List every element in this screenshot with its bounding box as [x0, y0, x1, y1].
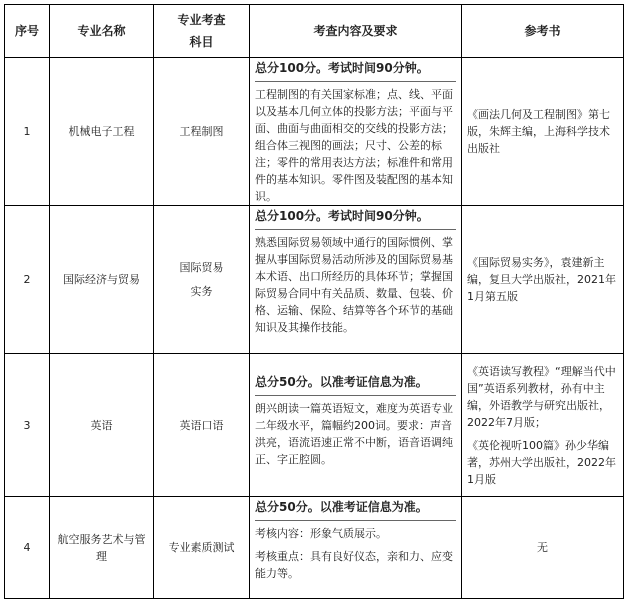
header-no: 序号	[5, 5, 50, 58]
subject-line2: 实务	[190, 284, 213, 298]
header-row	[5, 5, 624, 58]
table-row	[5, 497, 624, 599]
content-text: 朗兴朗读一篇英语短文，难度为英语专业二年级水平，篇幅约200词。要求：声音洪亮，语流语速正常不中断，语音语调纯正、字正腔圆。	[255, 402, 453, 466]
content-head: 总分100分。考试时间90分钟。	[255, 209, 429, 223]
content-text: 工程制图的有关国家标准；点、线、平面以及基本几何立体的投影方法；平面与平面、曲面与曲面相交的交线的投影方法；组合体三视图的画法；尺寸、公差的标注；零件的常用表达方法；标准件和常用件的基本知识。零件图及装配图的基本知识。	[255, 88, 453, 203]
content-divider	[255, 395, 456, 396]
row-major: 机械电子工程	[50, 58, 154, 206]
content-text: 熟悉国际贸易领域中通行的国际惯例、掌握从事国际贸易活动所涉及的国际贸易基本术语、出口所经历的具体环节；掌握国际贸易合同中有关品质、数量、包装、价格、运输、保险、结算等各个环节的基础知识及其操作技能。	[255, 236, 453, 334]
subject-line1: 国际贸易	[179, 260, 224, 274]
content-head: 总分100分。考试时间90分钟。	[255, 61, 429, 75]
content-divider	[255, 229, 456, 230]
row-no: 4	[5, 497, 50, 599]
content-text: 考核重点：具有良好仪态，亲和力、应变能力等。	[255, 550, 453, 580]
row-content	[250, 354, 462, 497]
row-no: 2	[5, 206, 50, 354]
ref-text: 《国际贸易实务》，袁建新主编，复旦大学出版社，2021年1月第五版	[467, 256, 616, 303]
exam-table	[4, 4, 624, 599]
header-major: 专业名称	[50, 5, 154, 58]
table-row	[5, 354, 624, 497]
ref-text: 《英语读写教程》“理解当代中国”英语系列教材，孙有中主编，外语教学与研究出版社，2022年7月版；	[467, 364, 616, 429]
row-ref	[462, 206, 624, 354]
ref-text: 《英伦视听100篇》孙少华编著，苏州大学出版社，2022年1月版	[467, 438, 616, 486]
row-ref	[462, 58, 624, 206]
content-divider	[255, 520, 456, 521]
header-subject-line2: 科目	[189, 35, 214, 49]
row-subject: 专业素质测试	[154, 497, 250, 599]
row-major: 国际经济与贸易	[50, 206, 154, 354]
content-head: 总分50分。以准考证信息为准。	[255, 500, 428, 514]
row-major: 英语	[50, 354, 154, 497]
header-content: 考查内容及要求	[250, 5, 462, 58]
row-no: 1	[5, 58, 50, 206]
header-subject	[154, 5, 250, 58]
table-row	[5, 58, 624, 206]
row-subject: 英语口语	[154, 354, 250, 497]
header-ref: 参考书	[462, 5, 624, 58]
row-subject	[154, 206, 250, 354]
row-content	[250, 497, 462, 599]
row-ref	[462, 354, 624, 497]
table-row	[5, 206, 624, 354]
row-major: 航空服务艺术与管理	[50, 497, 154, 599]
row-content	[250, 206, 462, 354]
row-no: 3	[5, 354, 50, 497]
header-subject-line1: 专业考查	[177, 13, 226, 27]
content-head: 总分50分。以准考证信息为准。	[255, 375, 428, 389]
content-divider	[255, 81, 456, 82]
ref-text: 《画法几何及工程制图》第七版，朱辉主编，上海科学技术出版社	[467, 108, 610, 155]
row-subject: 工程制图	[154, 58, 250, 206]
content-text: 考核内容：形象气质展示。	[255, 527, 387, 540]
row-content	[250, 58, 462, 206]
row-ref: 无	[462, 497, 624, 599]
